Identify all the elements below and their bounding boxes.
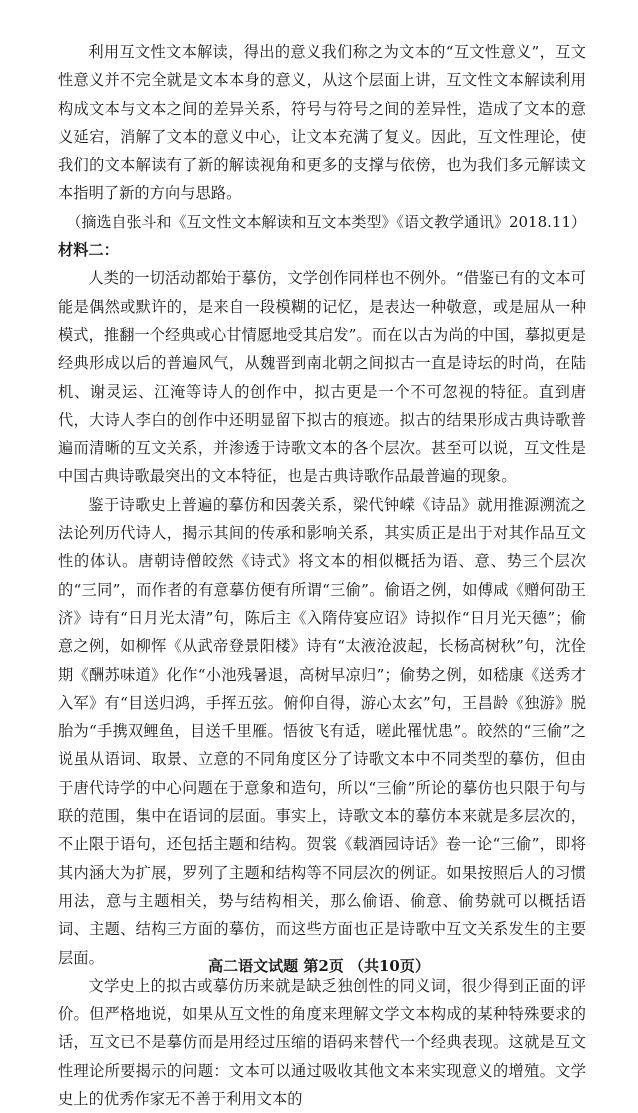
paragraph-imitation: 人类的一切活动都始于摹仿，文学创作同样也不例外。“借鉴已有的文本可能是偶然或默许的，是来自一段模糊的记忆，是表达一种敬意，或是屈从一种模式，推翻一个经典或心甘情愿地受其启发”。而在以古为尚的中国，摹拟更是经典形成以后的普遍风气，从魏晋到南北朝之间拟古一直是诗坛的时尚，在陆机、谢灵运、江淹等诗人的创作中，拟古更是一个不可忽视的特征。直到唐代，大诗人李白的创作中还明显留下拟古的痕迹。拟古的结果形成古典诗歌普遍而清晰的互文关系，并渗透于诗歌文本的各个层次。甚至可以说，互文性是中国古典诗歌最突出的文本特征，也是古典诗歌作品最普遍的现象。 bbox=[58, 269, 586, 486]
paragraph-intertextual-meaning: 利用互文性文本解读，得出的意义我们称之为文本的“互文性意义”，互文性意义并不完全就是文本本身的意义，从这个层面上讲，互文性文本解读利用构成文本与文本之间的差异关系，符号与符号之间的差异性，造成了文本的意义延宕，消解了文本的意义中心，让文本充满了复义。因此，互文性理论，使我们的文本解读有了新的解读视角和更多的支撑与依傍，也为我们多元解读文本指明了新的方向与思路。 bbox=[58, 43, 586, 203]
paragraph-three-steals: 鉴于诗歌史上普遍的摹仿和因袭关系，梁代钟嵘《诗品》就用推源溯流之法论列历代诗人，揭示其间的传承和影响关系，其实质正是出于对其作品互文性的体认。唐朝诗僧皎然《诗式》将文本的相似概括为语、意、势三个层次的“三同”，而作者的有意摹仿便有所谓“三偷”。偷语之例，如傅咸《赠何劭王济》诗有“日月光太清”句，陈后主《入隋侍宴应诏》诗拟作“日月光天德”；偷意之例，如柳恽《从武帝登景阳楼》诗有“太液沧波起，长杨高树秋”句，沈佺期《酬苏味道》化作“小池残暑退，高树早凉归”；偷势之例，如嵇康《送秀才入军》有“目送归鸿，手挥五弦。俯仰自得，游心太玄”句，王昌龄《独游》脱胎为“手携双鲤鱼，目送千里雁。悟彼飞有适，嗟此罹忧患”。皎然的“三偷”之说虽从语词、取景、立意的不同角度区分了诗歌文本中不同类型的摹仿，但由于唐代诗学的中心问题在于意象和造句，所以“三偷”所论的摹仿也只限于句与联的范围，集中在语词的层面。事实上，诗歌文本的摹仿本来就是多层次的，不止限于语句，还包括主题和结构。贺裳《载酒园诗话》卷一论“三偷”，即将其内涵大为扩展，罗列了主题和结构等不同层次的例证。如果按照后人的习惯用法，意与主题相关，势与结构相关，那么偷语、偷意、偷势就可以概括语词、主题、结构三方面的摹仿，而这些方面也正是诗歌中互文关系发生的主要层面。 bbox=[58, 495, 586, 967]
document-body bbox=[58, 38, 586, 1113]
source-citation: （摘选自张斗和《互文性文本解读和互文本类型》《语文教学通讯》2018.11） bbox=[66, 212, 586, 231]
page-footer: 高二语文试题 第2页 （共10页） bbox=[208, 957, 430, 975]
paragraph-literary-history: 文学史上的拟古或摹仿历来就是缺乏独创性的同义词，很少得到正面的评价。但严格地说，如果从互文性的角度来理解文学文本构成的某种特殊要求的话，互文已不是摹仿而是用经过压缩的语码来替代一个经典表现。这就是互文性理论所要揭示的问题：文本可以通过吸收其他文本来实现意义的增殖。文学史上的优秀作家无不善于利用文本的 bbox=[58, 976, 586, 1108]
section-title-material-two: 材料二： bbox=[58, 241, 119, 260]
